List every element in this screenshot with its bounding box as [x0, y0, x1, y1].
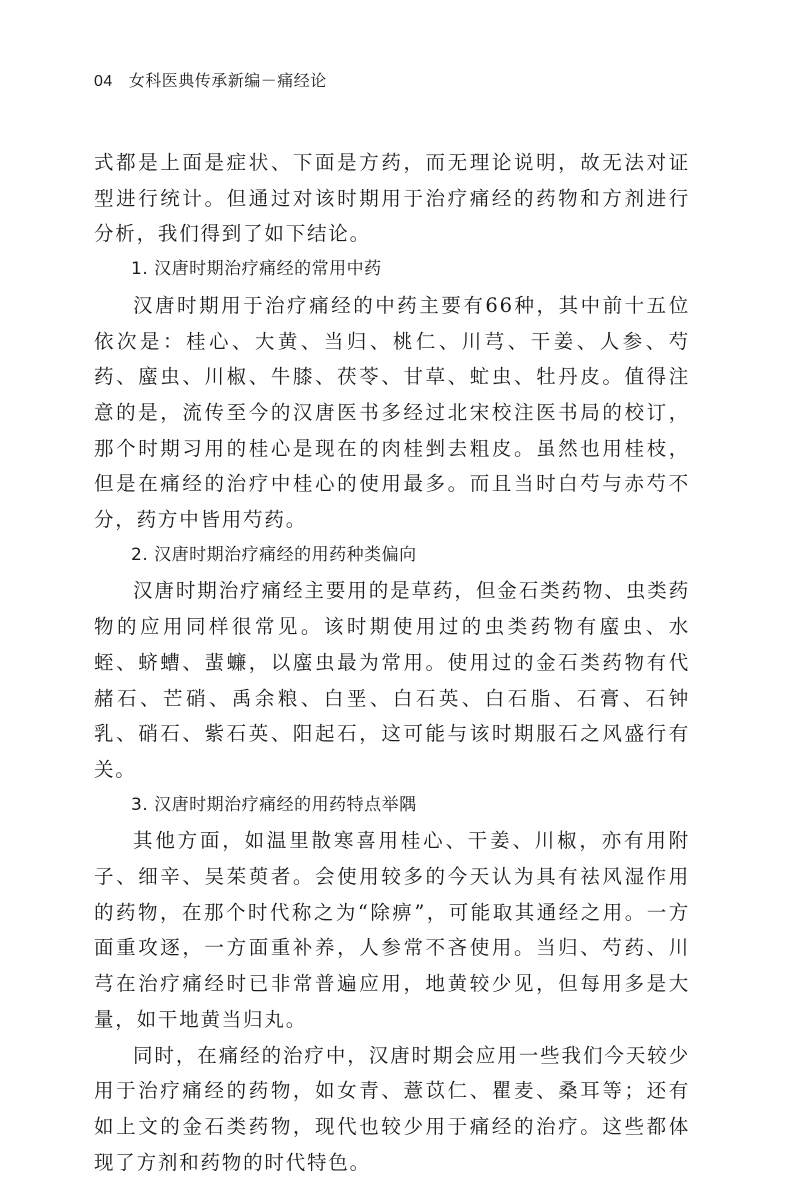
section-heading-1: 1. 汉唐时期治疗痛经的常用中药: [131, 259, 382, 280]
paragraph-herb-types: 汉唐时期治疗痛经主要用的是草药，但金石类药物、虫类药物的应用同样很常见。该时期使用过的虫类药物有䗪虫、水蛭、蛴螬、蜚蠊，以䗪虫最为常用。使用过的金石类药物有代赭石、芒硝、禹余粮、白垩、白石英、白石脂、石膏、石钟乳、硝石、紫石英、阳起石，这可能与该时期服石之风盛行有关。: [94, 579, 690, 781]
running-header: [94, 70, 327, 93]
section-heading-3: 3. 汉唐时期治疗痛经的用药特点举隅: [131, 794, 417, 815]
body-text: [94, 145, 690, 1180]
page-number: 04: [94, 73, 113, 90]
paragraph-characteristics-2: 同时，在痛经的治疗中，汉唐时期会应用一些我们今天较少用于治疗痛经的药物，如女青、薏苡仁、瞿麦、桑耳等；还有如上文的金石类药物，现代也较少用于痛经的治疗。这些都体现了方剂和药物的时代特色。: [94, 1043, 690, 1174]
paragraph-intro: 式都是上面是症状、下面是方药，而无理论说明，故无法对证型进行统计。但通过对该时期用于治疗痛经的药物和方剂进行分析，我们得到了如下结论。: [94, 151, 690, 246]
paragraph-common-herbs: 汉唐时期用于治疗痛经的中药主要有66种，其中前十五位依次是：桂心、大黄、当归、桃仁、川芎、干姜、人参、芍药、䗪虫、川椒、牛膝、茯苓、甘草、虻虫、牡丹皮。值得注意的是，流传至今的汉唐医书多经过北宋校注医书局的校订，那个时期习用的桂心是现在的肉桂剉去粗皮。虽然也用桂枝，但是在痛经的治疗中桂心的使用最多。而且当时白芍与赤芍不分，药方中皆用芍药。: [94, 293, 690, 532]
section-heading-2: 2. 汉唐时期治疗痛经的用药种类偏向: [131, 544, 417, 565]
book-title: 女科医典传承新编－痛经论: [128, 71, 327, 90]
paragraph-characteristics-1: 其他方面，如温里散寒喜用桂心、干姜、川椒，亦有用附子、细辛、吴茱萸者。会使用较多的今天认为具有祛风湿作用的药物，在那个时代称之为“除痹”，可能取其通经之用。一方面重攻逐，一方面重补养，人参常不吝使用。当归、芍药、川芎在治疗痛经时已非常普遍应用，地黄较少见，但每用多是大量，如干地黄当归丸。: [94, 829, 690, 1031]
